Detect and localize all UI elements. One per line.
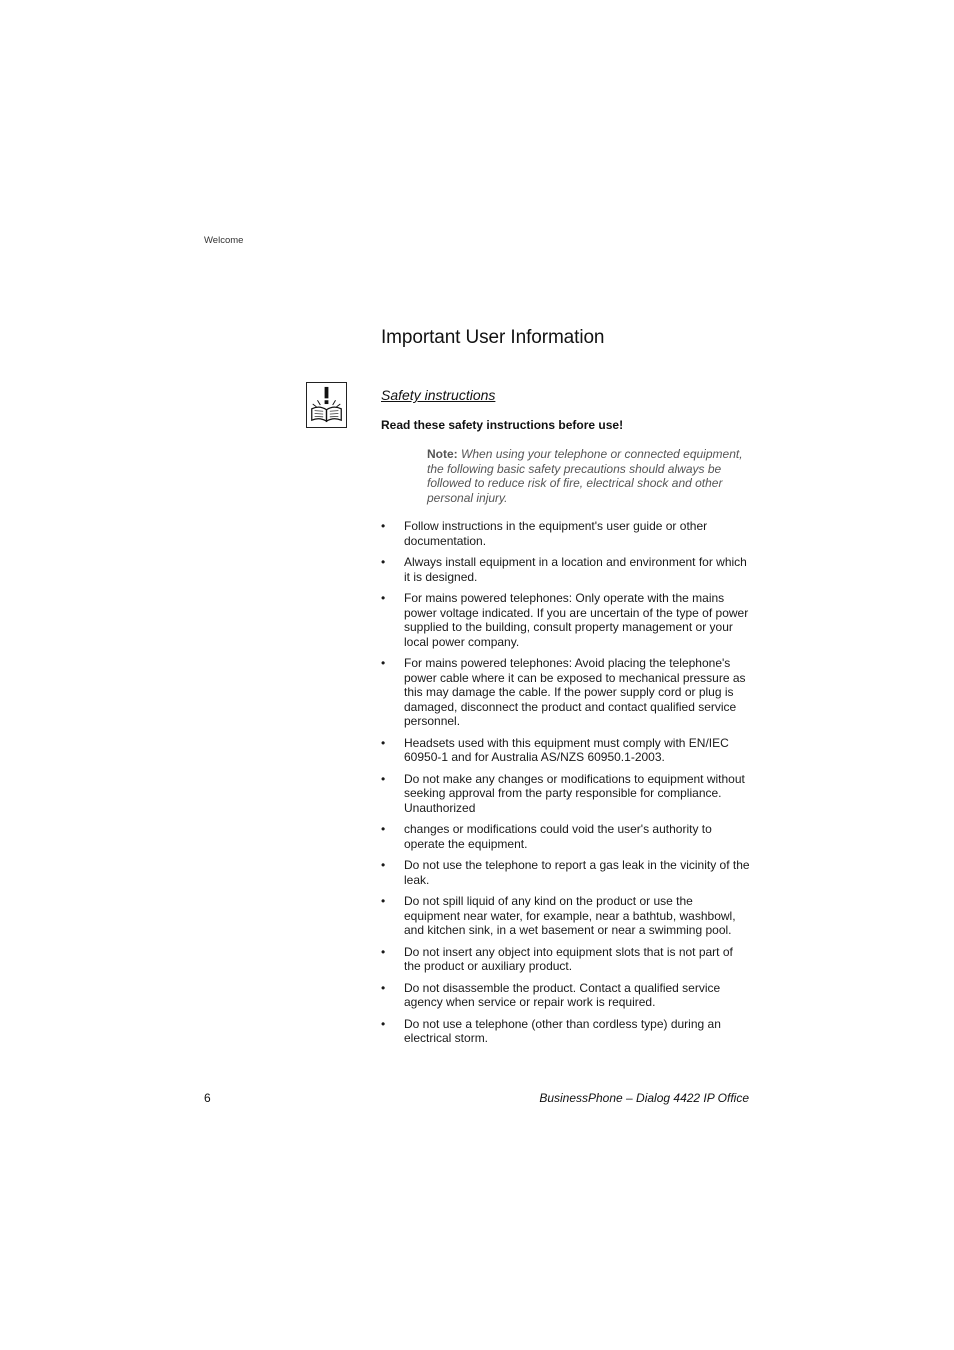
bullet-icon: • <box>381 1016 386 1031</box>
list-item <box>381 519 751 548</box>
list-item <box>381 736 751 765</box>
safety-bullet-list <box>381 519 751 1053</box>
bullet-icon: • <box>381 519 386 533</box>
bullet-icon: • <box>381 894 386 908</box>
list-item-text: Always install equipment in a location and environment for which it is designed. <box>404 555 747 584</box>
list-item <box>381 894 751 938</box>
note <box>427 447 749 505</box>
bullet-icon: • <box>381 944 386 959</box>
list-item-text: For mains powered telephones: Avoid placing the telephone's power cable where it can be exposed to mechanical pressure as this may damage the cable. If the power supply cord or plug is damaged, disconnect the product and contact qualified service personnel. <box>404 656 746 728</box>
bullet-icon: • <box>381 735 386 750</box>
list-item-text: Follow instructions in the equipment's user guide or other documentation. <box>404 519 708 548</box>
bullet-icon: • <box>381 656 386 670</box>
bullet-icon: • <box>381 771 386 786</box>
list-item-text: Do not insert any object into equipment slots that is not part of the product or auxiliary product. <box>404 944 733 973</box>
note-text: When using your telephone or connected equipment, the following basic safety precautions should always be followed to reduce risk of fire, electrical shock and other personal injury. <box>427 447 743 505</box>
list-item <box>381 656 751 729</box>
list-item <box>381 945 751 974</box>
list-item <box>381 772 751 816</box>
page-number: 6 <box>204 1091 211 1105</box>
list-item <box>381 1017 751 1046</box>
list-item-text: Do not make any changes or modifications to equipment without seeking approval from the party responsible for compliance. Unauthorized <box>404 771 745 815</box>
list-item-text: Do not use the telephone to report a gas leak in the vicinity of the leak. <box>404 858 750 887</box>
list-item-text: Do not use a telephone (other than cordless type) during an electrical storm. <box>404 1016 721 1045</box>
list-item-text: Headsets used with this equipment must comply with EN/IEC 60950-1 and for Australia AS/NZS 60950.1-2003. <box>404 735 729 764</box>
list-item <box>381 981 751 1010</box>
running-header: Welcome <box>204 235 244 246</box>
warning-book-icon <box>306 382 347 428</box>
footer-document-title: BusinessPhone – Dialog 4422 IP Office <box>539 1091 749 1105</box>
list-item-text: Do not spill liquid of any kind on the product or use the equipment near water, for example, near a bathtub, washbowl, and kitchen sink, in a wet basement or near a swimming pool. <box>404 894 736 937</box>
page-title: Important User Information <box>381 327 605 348</box>
bullet-icon: • <box>381 980 386 995</box>
list-item <box>381 858 751 887</box>
bullet-icon: • <box>381 555 386 569</box>
section-title: Safety instructions <box>381 387 496 403</box>
bullet-icon: • <box>381 822 386 836</box>
bullet-icon: • <box>381 858 386 872</box>
list-item <box>381 591 751 649</box>
list-item-text: Do not disassemble the product. Contact a qualified service agency when service or repair work is required. <box>404 980 721 1009</box>
lead-text: Read these safety instructions before use! <box>381 418 624 432</box>
list-item <box>381 555 751 584</box>
list-item-text: changes or modifications could void the user's authority to operate the equipment. <box>404 822 712 851</box>
list-item-text: For mains powered telephones: Only operate with the mains power voltage indicated. If you are uncertain of the type of power supplied to the building, consult property management or your local power company. <box>404 591 749 649</box>
note-label: Note: <box>427 447 458 461</box>
bullet-icon: • <box>381 591 386 605</box>
list-item <box>381 822 751 851</box>
